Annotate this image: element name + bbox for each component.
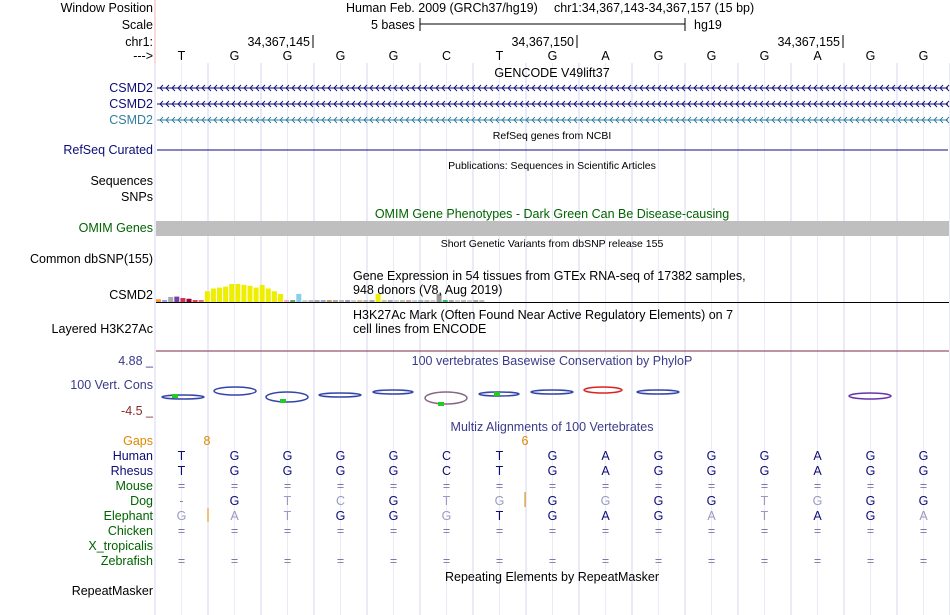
aligned-base: = <box>707 554 716 568</box>
phylop-ymin: -4.5 _ <box>121 404 153 418</box>
aligned-base: = <box>230 524 239 538</box>
aligned-base: = <box>760 524 769 538</box>
multiz-track-title[interactable]: Multiz Alignments of 100 Vertebrates <box>450 420 654 434</box>
aligned-base: T <box>495 464 504 478</box>
aligned-base: G <box>918 464 929 478</box>
aligned-base: = <box>813 554 822 568</box>
gtex-tissue-bar <box>199 300 204 302</box>
aligned-base: = <box>230 554 239 568</box>
phylop-score-mark <box>172 394 178 398</box>
gtex-tissue-bar <box>229 284 234 302</box>
gtex-tissue-bar <box>235 284 240 302</box>
gtex-tissue-bar <box>205 291 210 302</box>
aligned-base: C <box>335 494 346 508</box>
aligned-base: G <box>335 509 346 523</box>
gtex-tissue-bar <box>193 300 198 302</box>
gtex-tissue-bar <box>370 300 375 302</box>
aligned-base: G <box>282 464 293 478</box>
aligned-base: G <box>865 464 876 478</box>
scale-db: hg19 <box>694 18 722 32</box>
aligned-base: G <box>176 509 187 523</box>
gtex-tissue-bar <box>418 300 423 302</box>
aligned-base: = <box>707 479 716 493</box>
species-label-elephant[interactable]: Elephant <box>103 509 153 523</box>
gtex-tissue-bar <box>327 300 332 302</box>
reference-base: C <box>441 49 452 63</box>
aligned-base: = <box>389 479 398 493</box>
aligned-base: T <box>177 449 186 463</box>
aligned-base: = <box>654 554 663 568</box>
gtex-tissue-bar <box>412 300 417 302</box>
gtex-tissue-bar <box>321 300 326 302</box>
aligned-base: = <box>866 479 875 493</box>
aligned-base: = <box>389 554 398 568</box>
reference-base: G <box>653 49 664 63</box>
aligned-base: = <box>548 554 557 568</box>
aligned-base: A <box>813 449 822 463</box>
gtex-tissue-bar <box>363 300 368 302</box>
refseq-label[interactable]: RefSeq Curated <box>63 143 153 157</box>
reference-base: G <box>865 49 876 63</box>
refseq-track-title[interactable]: RefSeq genes from NCBI <box>492 130 612 142</box>
aligned-base: G <box>229 494 240 508</box>
aligned-base: G <box>441 509 452 523</box>
gtex-tissue-bar <box>180 298 185 302</box>
scale-bases: 5 bases <box>371 18 415 32</box>
species-label-mouse[interactable]: Mouse <box>115 479 153 493</box>
gene-label[interactable]: CSMD2 <box>109 81 153 95</box>
aligned-base: = <box>654 524 663 538</box>
species-label-chicken[interactable]: Chicken <box>107 524 153 538</box>
gtex-tissue-bar <box>351 300 356 302</box>
aligned-base: T <box>177 464 186 478</box>
h3k27ac-label[interactable]: Layered H3K27Ac <box>51 322 153 336</box>
aligned-base: = <box>336 479 345 493</box>
gtex-tissue-bar <box>394 300 399 302</box>
species-label-human[interactable]: Human <box>112 449 153 463</box>
aligned-base: = <box>919 554 928 568</box>
reference-base: G <box>335 49 346 63</box>
aligned-base: G <box>388 464 399 478</box>
gtex-tissue-bar <box>174 297 179 302</box>
gtex-tissue-bar <box>254 288 259 302</box>
position-readout[interactable]: chr1:34,367,143-34,367,157 (15 bp) <box>554 1 755 15</box>
gtex-tissue-bar <box>278 294 283 302</box>
aligned-base: = <box>177 479 186 493</box>
phylop-score-mark <box>162 395 204 399</box>
aligned-base: A <box>919 509 928 523</box>
chrom-label: chr1: <box>125 35 153 49</box>
aligned-base: T <box>442 494 451 508</box>
aligned-base: G <box>547 464 558 478</box>
gtex-tissue-bar <box>406 300 411 302</box>
gene-label[interactable]: CSMD2 <box>109 113 153 127</box>
aligned-base: A <box>813 464 822 478</box>
gtex-tissue-bar <box>260 285 265 302</box>
species-label-x_tropicalis[interactable]: X_tropicalis <box>88 539 153 553</box>
aligned-base: G <box>335 449 346 463</box>
gtex-tissue-bar <box>315 300 320 302</box>
ruler-tick-label: 34,367,145 <box>247 35 310 49</box>
aligned-base: G <box>388 509 399 523</box>
scale-label: Scale <box>121 18 153 32</box>
gtex-tissue-bar <box>443 300 448 302</box>
aligned-base: G <box>600 494 611 508</box>
aligned-base: = <box>601 479 610 493</box>
aligned-base: G <box>706 494 717 508</box>
gtex-tissue-bar <box>272 291 277 302</box>
aligned-base: = <box>336 524 345 538</box>
gtex-tissue-bar <box>168 297 173 302</box>
aligned-base: = <box>601 554 610 568</box>
aligned-base: = <box>866 524 875 538</box>
species-label-zebrafish[interactable]: Zebrafish <box>100 554 153 568</box>
gtex-tissue-bar <box>211 289 216 303</box>
gtex-tissue-bar <box>467 300 472 302</box>
aligned-base: = <box>866 554 875 568</box>
aligned-base: G <box>229 464 240 478</box>
gtex-tissue-bar <box>461 300 466 302</box>
gtex-tissue-bar <box>357 300 362 302</box>
gtex-tissue-bar <box>479 300 484 302</box>
gencode-track-title[interactable]: GENCODE V49lift37 <box>494 66 610 80</box>
aligned-base: = <box>813 479 822 493</box>
aligned-base: G <box>547 449 558 463</box>
aligned-base: G <box>494 494 505 508</box>
gtex-tissue-bar <box>388 300 393 302</box>
aligned-base: G <box>653 509 664 523</box>
gene-label[interactable]: CSMD2 <box>109 97 153 111</box>
gtex-tissue-bar <box>455 300 460 302</box>
aligned-base: = <box>442 524 451 538</box>
aligned-base: = <box>919 479 928 493</box>
aligned-base: A <box>601 509 610 523</box>
aligned-base: G <box>335 464 346 478</box>
aligned-base: G <box>388 494 399 508</box>
aligned-base: G <box>229 449 240 463</box>
aligned-base: = <box>495 554 504 568</box>
snps-label[interactable]: SNPs <box>121 190 153 204</box>
gtex-tissue-bar <box>424 300 429 302</box>
gtex-tissue-bar <box>382 300 387 302</box>
gtex-tissue-bar <box>241 285 246 302</box>
aligned-base: G <box>547 494 558 508</box>
phylop-track-title[interactable]: 100 vertebrates Basewise Conservation by PhyloP <box>411 354 693 368</box>
gtex-tissue-bar <box>284 300 289 302</box>
aligned-base: G <box>653 494 664 508</box>
dbsnp-label[interactable]: Common dbSNP(155) <box>30 252 153 266</box>
phylop-label[interactable]: 100 Vert. Cons <box>70 378 153 392</box>
aligned-base: G <box>865 494 876 508</box>
phylop-score-mark <box>280 399 286 403</box>
window-position-label: Window Position <box>60 1 153 15</box>
reference-base: T <box>495 49 504 63</box>
aligned-base: = <box>177 524 186 538</box>
aligned-base: G <box>388 449 399 463</box>
aligned-base: = <box>548 524 557 538</box>
aligned-base: G <box>547 509 558 523</box>
reference-base: A <box>813 49 822 63</box>
reference-base: G <box>282 49 293 63</box>
omim-label[interactable]: OMIM Genes <box>78 221 153 235</box>
aligned-base: - <box>179 494 184 508</box>
aligned-base: = <box>495 524 504 538</box>
aligned-base: G <box>706 449 717 463</box>
gtex-tissue-bar <box>187 299 192 302</box>
aligned-base: A <box>230 509 239 523</box>
omim-track-title[interactable]: OMIM Gene Phenotypes - Dark Green Can Be Disease-causing <box>374 207 730 221</box>
assembly-title: Human Feb. 2009 (GRCh37/hg19) <box>346 1 538 15</box>
phylop-ymax: 4.88 _ <box>118 354 153 368</box>
phylop-score-mark <box>494 392 500 396</box>
ruler-tick-label: 34,367,150 <box>511 35 574 49</box>
h3k27ac-track-title[interactable]: H3K27Ac Mark (Often Found Near Active Regulatory Elements) on 7 cell lines from ENCODE <box>353 308 734 336</box>
aligned-base: = <box>442 479 451 493</box>
gtex-tissue-bar <box>162 300 167 302</box>
species-label-dog[interactable]: Dog <box>130 494 153 508</box>
aligned-base: T <box>495 509 504 523</box>
aligned-base: = <box>601 524 610 538</box>
aligned-base: T <box>283 509 292 523</box>
reference-base: G <box>759 49 770 63</box>
aligned-base: = <box>548 479 557 493</box>
aligned-base: G <box>918 449 929 463</box>
gtex-tissue-bar <box>473 300 478 302</box>
sequences-label[interactable]: Sequences <box>90 174 153 188</box>
aligned-base: G <box>812 494 823 508</box>
aligned-base: G <box>759 449 770 463</box>
aligned-base: = <box>177 554 186 568</box>
aligned-base: C <box>441 464 452 478</box>
aligned-base: G <box>706 464 717 478</box>
reference-base: G <box>229 49 240 63</box>
aligned-base: = <box>495 479 504 493</box>
gtex-tissue-bar <box>290 300 295 302</box>
aligned-base: = <box>654 479 663 493</box>
gtex-tissue-bar <box>217 288 222 302</box>
gtex-tissue-bar <box>339 300 344 302</box>
phylop-score-mark <box>584 387 622 393</box>
aligned-base: G <box>865 509 876 523</box>
omim-feature <box>156 221 949 236</box>
reference-base: G <box>547 49 558 63</box>
species-label-rhesus[interactable]: Rhesus <box>110 464 153 478</box>
gtex-tissue-bar <box>309 300 314 302</box>
aligned-base: = <box>442 554 451 568</box>
phylop-score-mark <box>438 402 444 406</box>
aligned-base: T <box>760 494 769 508</box>
aligned-base: A <box>601 464 610 478</box>
aligned-base: G <box>865 449 876 463</box>
aligned-base: = <box>230 479 239 493</box>
aligned-base: = <box>389 524 398 538</box>
aligned-base: G <box>282 449 293 463</box>
aligned-base: A <box>813 509 822 523</box>
aligned-base: A <box>601 449 610 463</box>
gap-count: 8 <box>203 434 211 448</box>
aligned-base: = <box>760 479 769 493</box>
gtex-tissue-bar <box>156 299 161 302</box>
gtex-tissue-bar <box>248 286 253 302</box>
gap-count: 6 <box>521 434 529 448</box>
aligned-base: T <box>283 494 292 508</box>
aligned-base: T <box>495 449 504 463</box>
aligned-base: G <box>918 494 929 508</box>
gtex-tissue-bar <box>296 294 301 302</box>
aligned-base: = <box>707 524 716 538</box>
gtex-tissue-bar <box>302 300 307 302</box>
gtex-tissue-bar <box>400 300 405 302</box>
gtex-tissue-bar <box>431 300 436 302</box>
aligned-base: = <box>283 524 292 538</box>
gtex-tissue-bar <box>345 300 350 302</box>
reference-base: G <box>388 49 399 63</box>
aligned-base: = <box>283 479 292 493</box>
reference-base: A <box>601 49 610 63</box>
repeatmasker-label[interactable]: RepeatMasker <box>71 584 153 598</box>
aligned-base: G <box>759 464 770 478</box>
gtex-tissue-bar <box>223 287 228 302</box>
gaps-label: Gaps <box>123 434 153 448</box>
dbsnp-track-title[interactable]: Short Genetic Variants from dbSNP release 155 <box>440 238 664 250</box>
reference-base: G <box>918 49 929 63</box>
aligned-base: = <box>813 524 822 538</box>
aligned-base: T <box>760 509 769 523</box>
aligned-base: = <box>760 554 769 568</box>
reference-base: G <box>706 49 717 63</box>
gtex-label[interactable]: CSMD2 <box>109 288 153 302</box>
aligned-base: = <box>336 554 345 568</box>
aligned-base: = <box>919 524 928 538</box>
gtex-tissue-bar <box>266 289 271 303</box>
aligned-base: C <box>441 449 452 463</box>
gtex-track-title[interactable]: Gene Expression in 54 tissues from GTEx RNA-seq of 17382 samples, 948 donors (V8, Aug 2019) <box>353 269 746 297</box>
aligned-base: = <box>283 554 292 568</box>
gtex-tissue-bar <box>333 300 338 302</box>
repeatmasker-track-title[interactable]: Repeating Elements by RepeatMasker <box>444 570 660 584</box>
aligned-base: G <box>653 449 664 463</box>
reference-base: T <box>177 49 186 63</box>
gtex-tissue-bar <box>449 300 454 302</box>
publications-track-title[interactable]: Publications: Sequences in Scientific Articles <box>448 160 656 172</box>
aligned-base: A <box>707 509 716 523</box>
aligned-base: G <box>653 464 664 478</box>
strand-label: ---> <box>133 49 153 63</box>
ruler-tick-label: 34,367,155 <box>777 35 840 49</box>
